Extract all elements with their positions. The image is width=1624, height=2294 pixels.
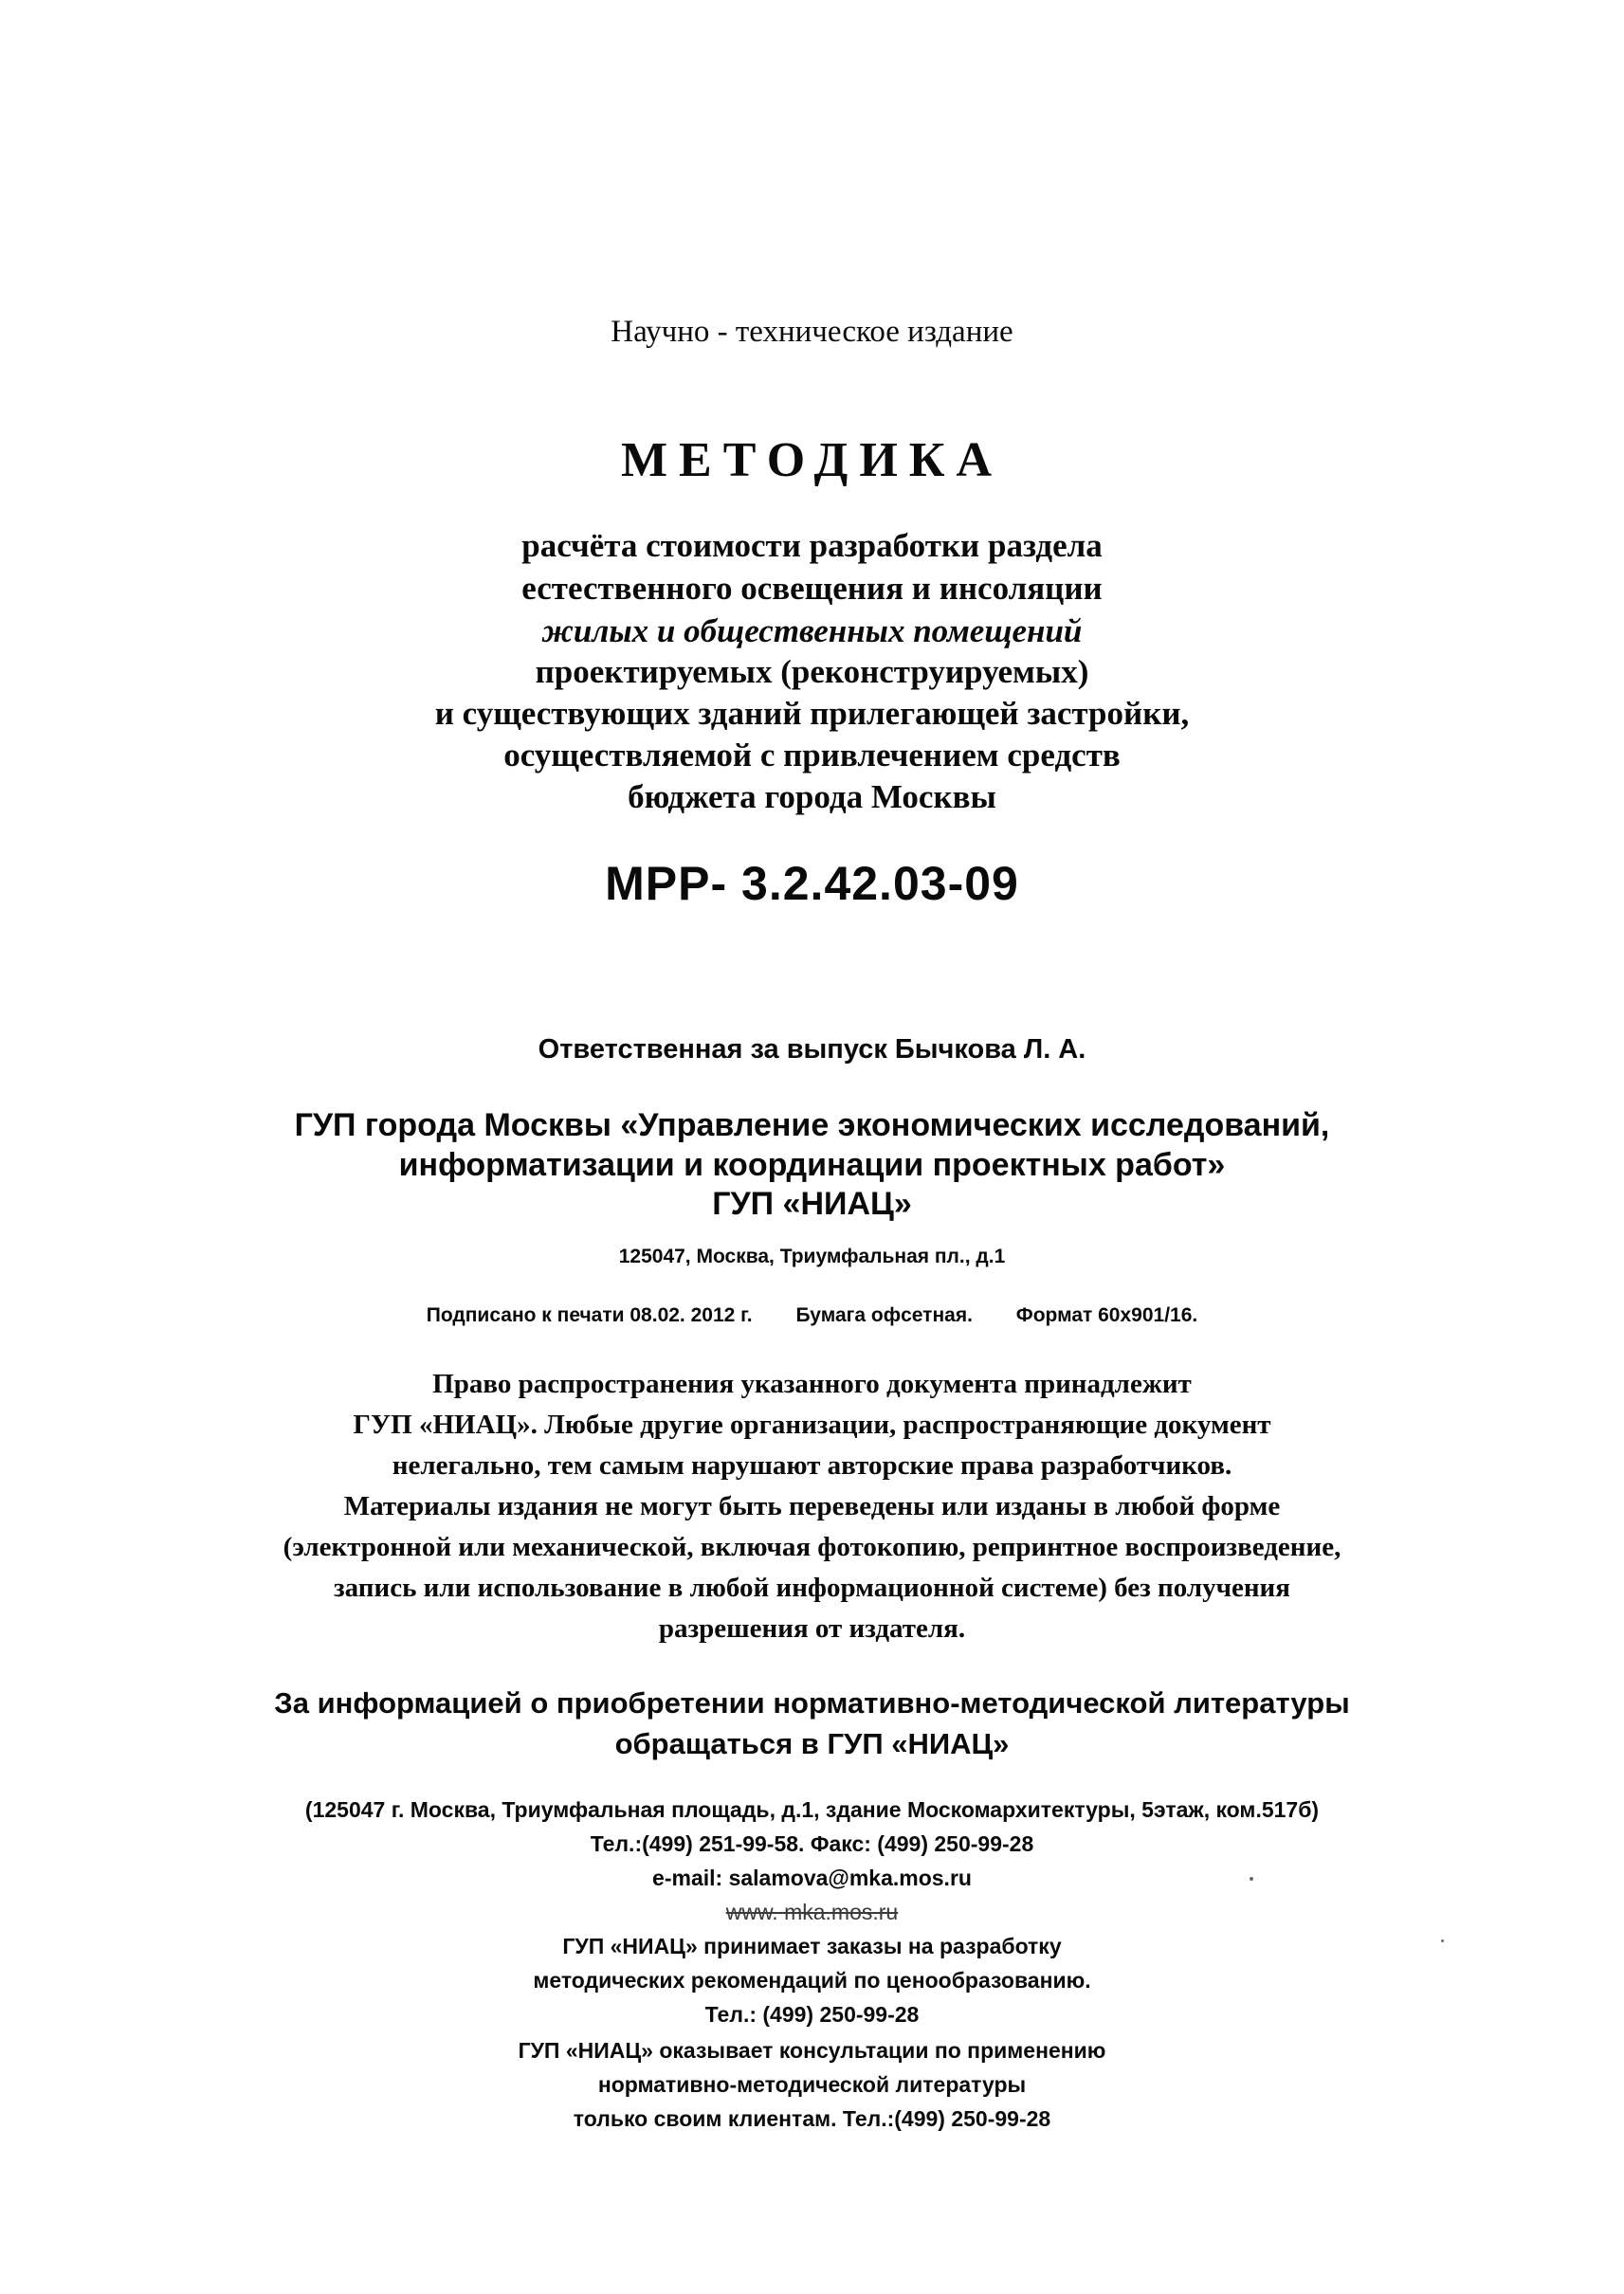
contact-address: (125047 г. Москва, Триумфальная площадь, д.1, здание Москомархитектуры, 5этаж, ком.517б)	[304, 1797, 1320, 1822]
scan-speck	[1250, 1877, 1253, 1881]
paper-type: Бумага офсетная.	[795, 1304, 973, 1326]
responsible-person: Ответственная за выпуск Бычкова Л. А.	[538, 1034, 1086, 1065]
rights-line: Право распространения указанного документа принадлежит	[432, 1369, 1192, 1399]
info-line: За информацией о приобретении нормативно-методической литературы	[274, 1686, 1350, 1720]
rights-line: разрешения от издателя.	[658, 1613, 966, 1644]
rights-line: нелегально, тем самым нарушают авторские права разработчиков.	[392, 1450, 1232, 1481]
paper-format: Формат 60x901/16.	[1015, 1304, 1198, 1326]
subtitle-line: проектируемых (реконструируемых)	[535, 653, 1089, 690]
publisher-line: ГУП «НИАЦ»	[712, 1186, 912, 1222]
document-title: МЕТОДИКА	[620, 433, 1004, 487]
publisher-line: ГУП города Москвы «Управление экономических исследований,	[294, 1107, 1330, 1143]
document-code: МРР- 3.2.42.03-09	[605, 857, 1019, 910]
rights-line: запись или использование в любой информационной системе) без получения	[334, 1573, 1290, 1603]
subtitle-line: бюджета города Москвы	[628, 778, 996, 815]
edition-type: Научно - техническое издание	[611, 315, 1013, 349]
publisher-line: информатизации и координации проектных работ»	[398, 1147, 1226, 1183]
info-line: обращаться в ГУП «НИАЦ»	[614, 1727, 1010, 1760]
print-details	[0, 1304, 1624, 1327]
contact-phone-fax: Тел.:(499) 251-99-58. Факс: (499) 250-99-28	[590, 1831, 1034, 1856]
publisher-address: 125047, Москва, Триумфальная пл., д.1	[618, 1246, 1006, 1267]
contact-website: www. mka.mos.ru	[725, 1900, 899, 1924]
orders-line: ГУП «НИАЦ» принимает заказы на разработку	[562, 1934, 1062, 1958]
rights-line: Материалы издания не могут быть переведены или изданы в любой форме	[343, 1491, 1281, 1521]
subtitle-line: жилых и общественных помещений	[541, 612, 1083, 649]
consult-line: нормативно-методической литературы	[597, 2072, 1027, 2097]
scan-speck	[1441, 1939, 1444, 1942]
subtitle-line: расчёта стоимости разработки раздела	[521, 527, 1103, 564]
subtitle-line: естественного освещения и инсоляции	[521, 570, 1103, 607]
consult-line: ГУП «НИАЦ» оказывает консультации по применению	[518, 2038, 1106, 2063]
subtitle-line: осуществляемой с привлечением средств	[503, 737, 1121, 774]
orders-line: Тел.: (499) 250-99-28	[704, 2002, 920, 2027]
rights-line: (электронной или механической, включая фотокопию, репринтное воспроизведение,	[283, 1532, 1341, 1562]
orders-line: методических рекомендаций по ценообразованию.	[533, 1968, 1091, 1993]
signed-date: Подписано к печати 08.02. 2012 г.	[426, 1304, 753, 1326]
contact-email: e-mail: salamova@mka.mos.ru	[652, 1866, 972, 1890]
rights-line: ГУП «НИАЦ». Любые другие организации, распространяющие документ	[353, 1410, 1271, 1440]
consult-line: только своим клиентам. Тел.:(499) 250-99-28	[573, 2106, 1051, 2131]
subtitle-line: и существующих зданий прилегающей застройки,	[434, 695, 1190, 732]
